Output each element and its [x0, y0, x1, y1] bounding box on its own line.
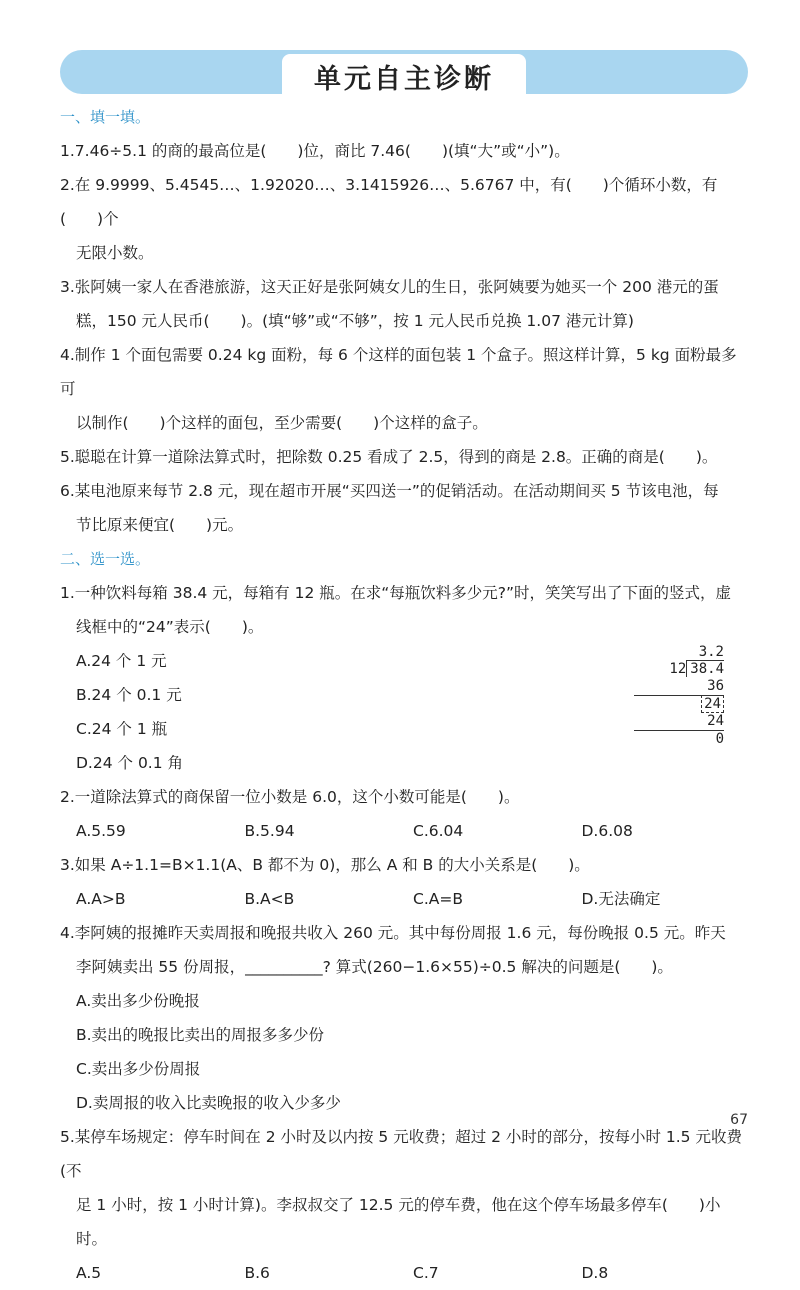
option-a: A.5 — [76, 1264, 102, 1282]
division-quotient: 3.2 — [698, 644, 724, 660]
page-title: 单元自主诊断 — [282, 54, 526, 98]
fill-question-2-line1: 2.在 9.9999、5.4545…、1.92020…、3.1415926…、5.6767 中，有( )个循环小数，有( )个 — [60, 176, 718, 228]
choice-question-5-line1: 5.某停车场规定：停车时间在 2 小时及以内按 5 元收费；超过 2 小时的部分，按每小时 1.5 元收费(不 — [60, 1128, 742, 1180]
division-row — [634, 661, 724, 678]
fill-question-6-line1: 6.某电池原来每节 2.8 元，现在超市开展“买四送一”的促销活动。在活动期间买 5 节该电池，每 — [60, 482, 719, 500]
option-d: D.6.08 — [581, 822, 633, 840]
option-a: A.5.59 — [76, 822, 126, 840]
division-remainder-row — [634, 695, 724, 713]
option-d: D.卖周报的收入比卖晚报的收入少多少 — [76, 1094, 341, 1112]
choice-question-1-line1: 1.一种饮料每箱 38.4 元，每箱有 12 瓶。在求“每瓶饮料多少元?”时，笑笑写出了下面的竖式，虚 — [60, 584, 732, 602]
section-heading-choice: 二、选一选。 — [60, 550, 151, 568]
choice-question-3-options — [60, 882, 750, 916]
option-c: C.A=B — [413, 890, 463, 908]
choice-question-2-options — [60, 814, 750, 848]
option-a: A.24 个 1 元 — [76, 652, 167, 670]
choice-question-3: 3.如果 A÷1.1=B×1.1(A、B 都不为 0)，那么 A 和 B 的大小关系是( )。 — [60, 856, 590, 874]
option-b: B.24 个 0.1 元 — [76, 686, 182, 704]
fill-question-3-line1: 3.张阿姨一家人在香港旅游，这天正好是张阿姨女儿的生日，张阿姨要为她买一个 200 港元的蛋 — [60, 278, 719, 296]
option-c: C.24 个 1 瓶 — [76, 720, 168, 738]
option-d: D.24 个 0.1 角 — [76, 754, 184, 772]
division-divisor: 12 — [669, 661, 687, 677]
fill-question-4-line2: 以制作( )个这样的面包，至少需要( )个这样的盒子。 — [76, 414, 488, 432]
choice-question-1-options — [60, 644, 750, 780]
option-c: C.7 — [413, 1264, 439, 1282]
fill-question-3-line2: 糕，150 元人民币( )。(填“够”或“不够”，按 1 元人民币兑换 1.07 港元计算) — [76, 312, 634, 330]
fill-question-2-line2: 无限小数。 — [76, 244, 154, 262]
fill-question-6-line2: 节比原来便宜( )元。 — [76, 516, 244, 534]
fill-question-1: 1.7.46÷5.1 的商的最高位是( )位，商比 7.46( )(填“大”或“小”)。 — [60, 142, 570, 160]
choice-question-2: 2.一道除法算式的商保留一位小数是 6.0，这个小数可能是( )。 — [60, 788, 520, 806]
fill-question-4-line1: 4.制作 1 个面包需要 0.24 kg 面粉，每 6 个这样的面包装 1 个盒子。照这样计算，5 kg 面粉最多可 — [60, 346, 737, 398]
option-b: B.5.94 — [244, 822, 295, 840]
section-heading-fill: 一、填一填。 — [60, 108, 151, 126]
option-b: B.卖出的晚报比卖出的周报多多少份 — [76, 1026, 325, 1044]
option-a: A.卖出多少份晚报 — [76, 992, 200, 1010]
division-step2: 24 — [707, 713, 724, 729]
option-b: B.6 — [244, 1264, 270, 1282]
division-remainder-box: 24 — [701, 695, 724, 713]
fill-question-5: 5.聪聪在计算一道除法算式时，把除数 0.25 看成了 2.5，得到的商是 2.8。正确的商是( )。 — [60, 448, 718, 466]
option-d: D.无法确定 — [581, 890, 661, 908]
choice-question-5-line2: 足 1 小时，按 1 小时计算)。李叔叔交了 12.5 元的停车费，他在这个停车场最多停车( )小时。 — [76, 1196, 721, 1248]
page-number: 67 — [730, 1112, 748, 1128]
division-step1: 36 — [707, 678, 724, 694]
choice-question-4-line2: 李阿姨卖出 55 份周报，__________? 算式(260−1.6×55)÷0.5 解决的问题是( )。 — [76, 958, 673, 976]
choice-question-4-line1: 4.李阿姨的报摊昨天卖周报和晚报共收入 260 元。其中每份周报 1.6 元，每份晚报 0.5 元。昨天 — [60, 924, 726, 942]
option-d: D.8 — [581, 1264, 609, 1282]
choice-question-5-options — [60, 1256, 750, 1290]
option-c: C.卖出多少份周报 — [76, 1060, 201, 1078]
choice-question-1-line2: 线框中的“24”表示( )。 — [76, 618, 264, 636]
option-c: C.6.04 — [413, 822, 464, 840]
option-b: B.A<B — [244, 890, 295, 908]
division-final: 0 — [634, 730, 724, 748]
option-a: A.A>B — [76, 890, 126, 908]
long-division — [634, 644, 724, 748]
division-dividend: 38.4 — [686, 660, 724, 677]
worksheet-content — [60, 100, 750, 1290]
